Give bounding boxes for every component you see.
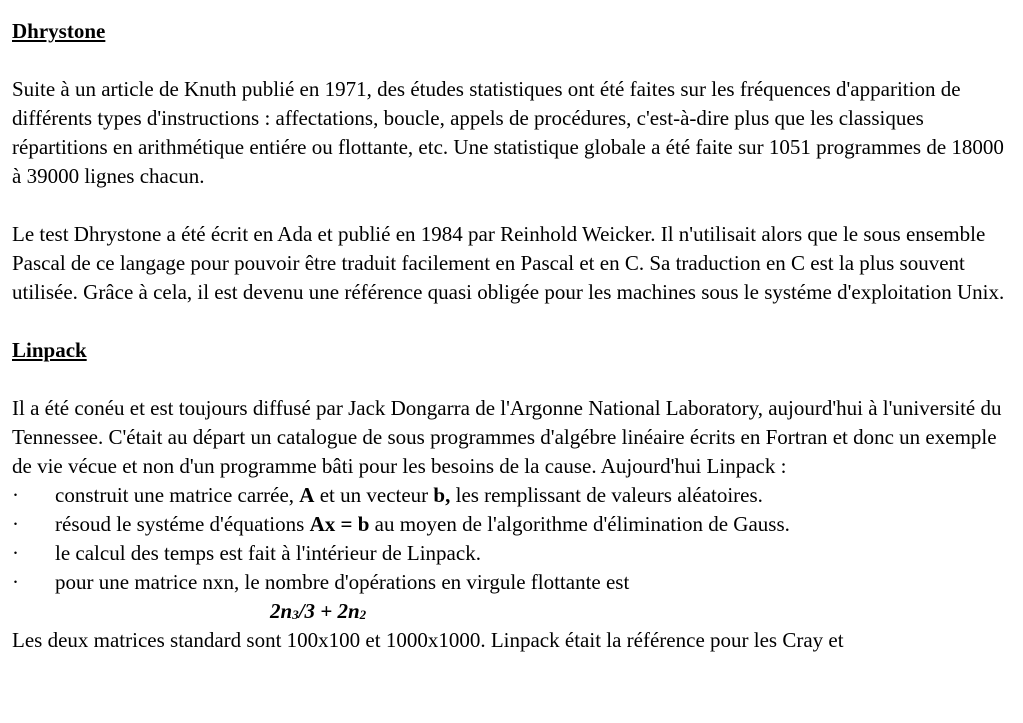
- section-heading-linpack: Linpack: [12, 338, 87, 362]
- bullet-marker: ·: [12, 570, 19, 594]
- list-item-text: au moyen de l'algorithme d'élimination de Gauss.: [369, 512, 790, 536]
- list-item: [12, 481, 1012, 510]
- formula-text: /3 + 2n: [298, 599, 360, 623]
- equation-ax-b: Ax = b: [309, 512, 370, 536]
- list-item: [12, 539, 1012, 568]
- paragraph-linpack-matrices: Les deux matrices standard sont 100x100 et 1000x1000. Linpack était la référence pour les Cray et: [12, 628, 844, 652]
- list-item-text: résoud le systéme d'équations: [55, 512, 310, 536]
- paragraph-dhrystone-weicker: Le test Dhrystone a été écrit en Ada et publié en 1984 par Reinhold Weicker. Il n'utilisait alors que le sous ensemble Pascal de ce langage pour pouvoir être traduit facilement en Pascal et en C. Sa traduction en C est la plus souvent utilisée. Grâce à cela, il est devenu une référence quasi obligée pour les machines sous le systéme d'exploitation Unix.: [12, 222, 1005, 304]
- formula-text: 2n: [270, 599, 293, 623]
- list-item-text: et un vecteur: [314, 483, 434, 507]
- list-item-text: pour une matrice nxn, le nombre d'opérations en virgule flottante est: [55, 570, 630, 594]
- flop-count-formula: [12, 597, 1012, 626]
- paragraph-dhrystone-history: Suite à un article de Knuth publié en 1971, des études statistiques ont été faites sur les fréquences d'apparition de différents types d'instructions : affectations, boucle, appels de procédures, c'est-à-dire plus que les classiques répartitions en arithmétique entiére ou flottante, etc. Une statistique globale a été faite sur 1051 programmes de 18000 à 39000 lignes chacun.: [12, 77, 1004, 188]
- section-heading-dhrystone: Dhrystone: [12, 19, 106, 43]
- list-item-text: les remplissant de valeurs aléatoires.: [450, 483, 763, 507]
- paragraph-linpack-intro: Il a été conéu et est toujours diffusé par Jack Dongarra de l'Argonne National Laboratory, aujourd'hui à l'université du Tennessee. C'était au départ un catalogue de sous programmes d'algébre linéaire écrits en Fortran et donc un exemple de vie vécue et non d'un programme bâti pour les besoins de la cause. Aujourd'hui Linpack :: [12, 396, 1002, 478]
- bullet-marker: ·: [12, 483, 19, 507]
- formula-exponent: 3: [292, 607, 299, 622]
- matrix-a-symbol: A: [299, 483, 315, 507]
- list-item-text: construit une matrice carrée,: [55, 483, 300, 507]
- document-page: [12, 17, 1012, 655]
- formula-exponent: 2: [359, 607, 367, 622]
- list-item: [12, 568, 1012, 597]
- bullet-marker: ·: [12, 541, 19, 565]
- list-item: [12, 510, 1012, 539]
- linpack-steps-list: [12, 481, 1012, 597]
- list-item-text: le calcul des temps est fait à l'intérieur de Linpack.: [55, 541, 481, 565]
- bullet-marker: ·: [12, 512, 19, 536]
- vector-b-symbol: b,: [433, 483, 451, 507]
